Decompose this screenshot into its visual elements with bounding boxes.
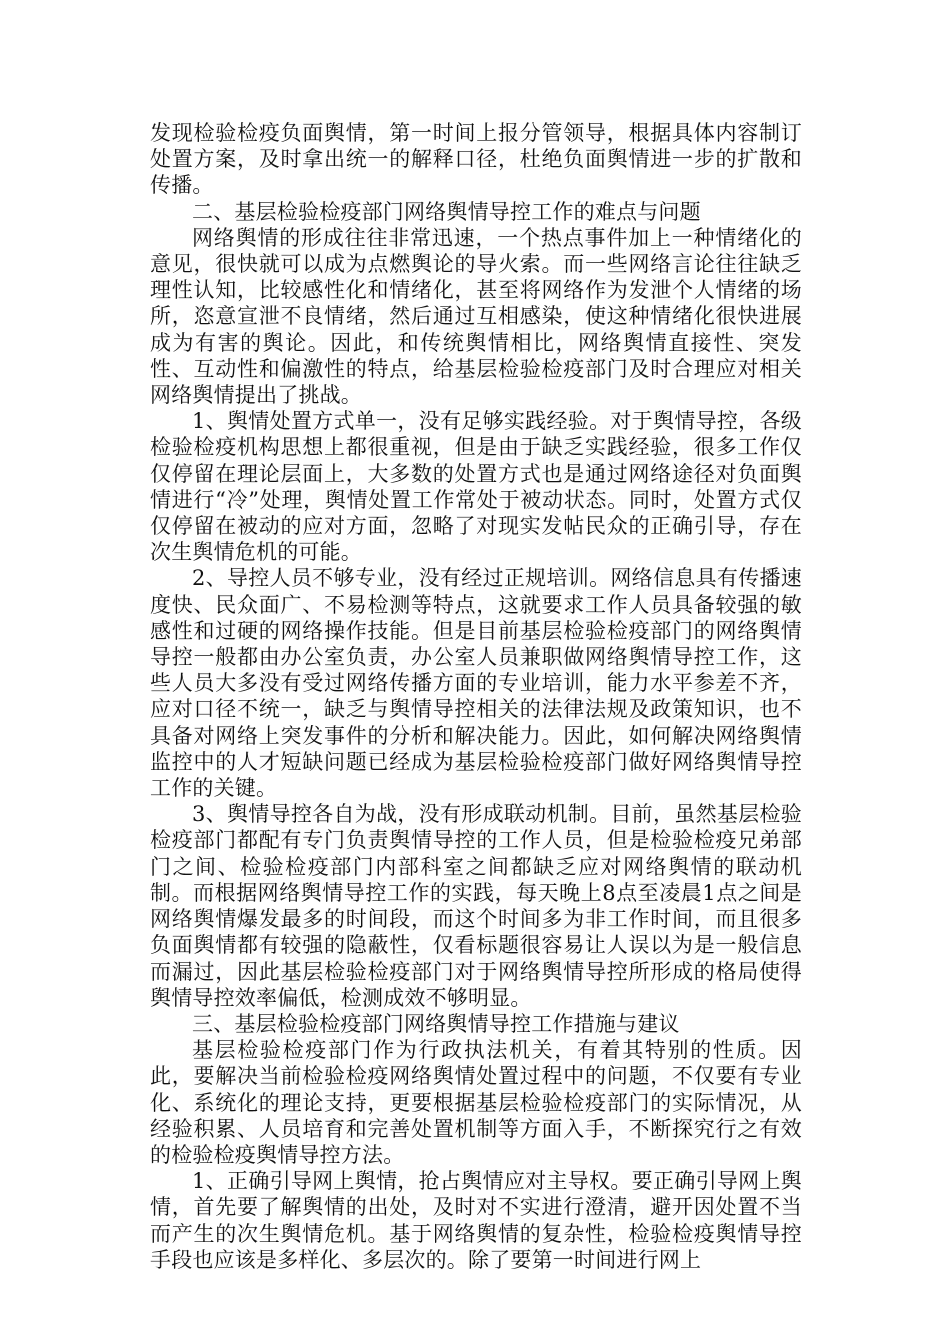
document-body bbox=[150, 120, 802, 1273]
paragraph-issue-3: 3、舆情导控各自为战，没有形成联动机制。目前，虽然基层检验检疫部门都配有专门负责舆情导控的工作人员，但是检验检疫兄弟部门之间、检验检疫部门内部科室之间都缺乏应对网络舆情的联动机制。而根据网络舆情导控工作的实践，每天晚上8点至凌晨1点之间是网络舆情爆发最多的时间段，而这个时间多为非工作时间，而且很多负面舆情都有较强的隐蔽性，仅看标题很容易让人误以为是一般信息而漏过，因此基层检验检疫部门对于网络舆情导控所形成的格局使得舆情导控效率偏低，检测成效不够明显。 bbox=[150, 802, 802, 1010]
paragraph-issue-1: 1、舆情处置方式单一，没有足够实践经验。对于舆情导控，各级检验检疫机构思想上都很重视，但是由于缺乏实践经验，很多工作仅仅停留在理论层面上，大多数的处置方式也是通过网络途径对负面舆情进行“冷”处理，舆情处置工作常处于被动状态。同时，处置方式仅仅停留在被动的应对方面，忽略了对现实发帖民众的正确引导，存在次生舆情危机的可能。 bbox=[150, 409, 802, 565]
paragraph-measure-1: 1、正确引导网上舆情，抢占舆情应对主导权。要正确引导网上舆情，首先要了解舆情的出处，及时对不实进行澄清，避开因处置不当而产生的次生舆情危机。基于网络舆情的复杂性，检验检疫舆情导控手段也应该是多样化、多层次的。除了要第一时间进行网上 bbox=[150, 1169, 802, 1272]
paragraph-intro: 网络舆情的形成往往非常迅速，一个热点事件加上一种情绪化的意见，很快就可以成为点燃舆论的导火索。而一些网络言论往往缺乏理性认知，比较感性化和情绪化，甚至将网络作为发泄个人情绪的场所，恣意宣泄不良情绪，然后通过互相感染，使这种情绪化很快进展成为有害的舆论。因此，和传统舆情相比，网络舆情直接性、突发性、互动性和偏激性的特点，给基层检验检疫部门及时合理应对相关网络舆情提出了挑战。 bbox=[150, 225, 802, 408]
paragraph-issue-2: 2、导控人员不够专业，没有经过正规培训。网络信息具有传播速度快、民众面广、不易检测等特点，这就要求工作人员具备较强的敏感性和过硬的网络操作技能。但是目前基层检验检疫部门的网络舆情导控一般都由办公室负责，办公室人员兼职做网络舆情导控工作，这些人员大多没有受过网络传播方面的专业培训，能力水平参差不齐，应对口径不统一，缺乏与舆情导控相关的法律法规及政策知识，也不具备对网络上突发事件的分析和解决能力。因此，如何解决网络舆情监控中的人才短缺问题已经成为基层检验检疫部门做好网络舆情导控工作的关键。 bbox=[150, 566, 802, 801]
section-heading-3: 三、基层检验检疫部门网络舆情导控工作措施与建议 bbox=[192, 1011, 680, 1036]
section-heading-2: 二、基层检验检疫部门网络舆情导控工作的难点与问题 bbox=[192, 199, 701, 224]
paragraph-continuation: 发现检验检疫负面舆情，第一时间上报分管领导，根据具体内容制订处置方案，及时拿出统一的解释口径，杜绝负面舆情进一步的扩散和传播。 bbox=[150, 121, 802, 198]
paragraph-measures-intro: 基层检验检疫部门作为行政执法机关，有着其特别的性质。因此，要解决当前检验检疫网络舆情处置过程中的问题，不仅要有专业化、系统化的理论支持，更要根据基层检验检疫部门的实际情况，从经验积累、人员培育和完善处置机制等方面入手，不断探究行之有效的检验检疫舆情导控方法。 bbox=[150, 1038, 802, 1167]
